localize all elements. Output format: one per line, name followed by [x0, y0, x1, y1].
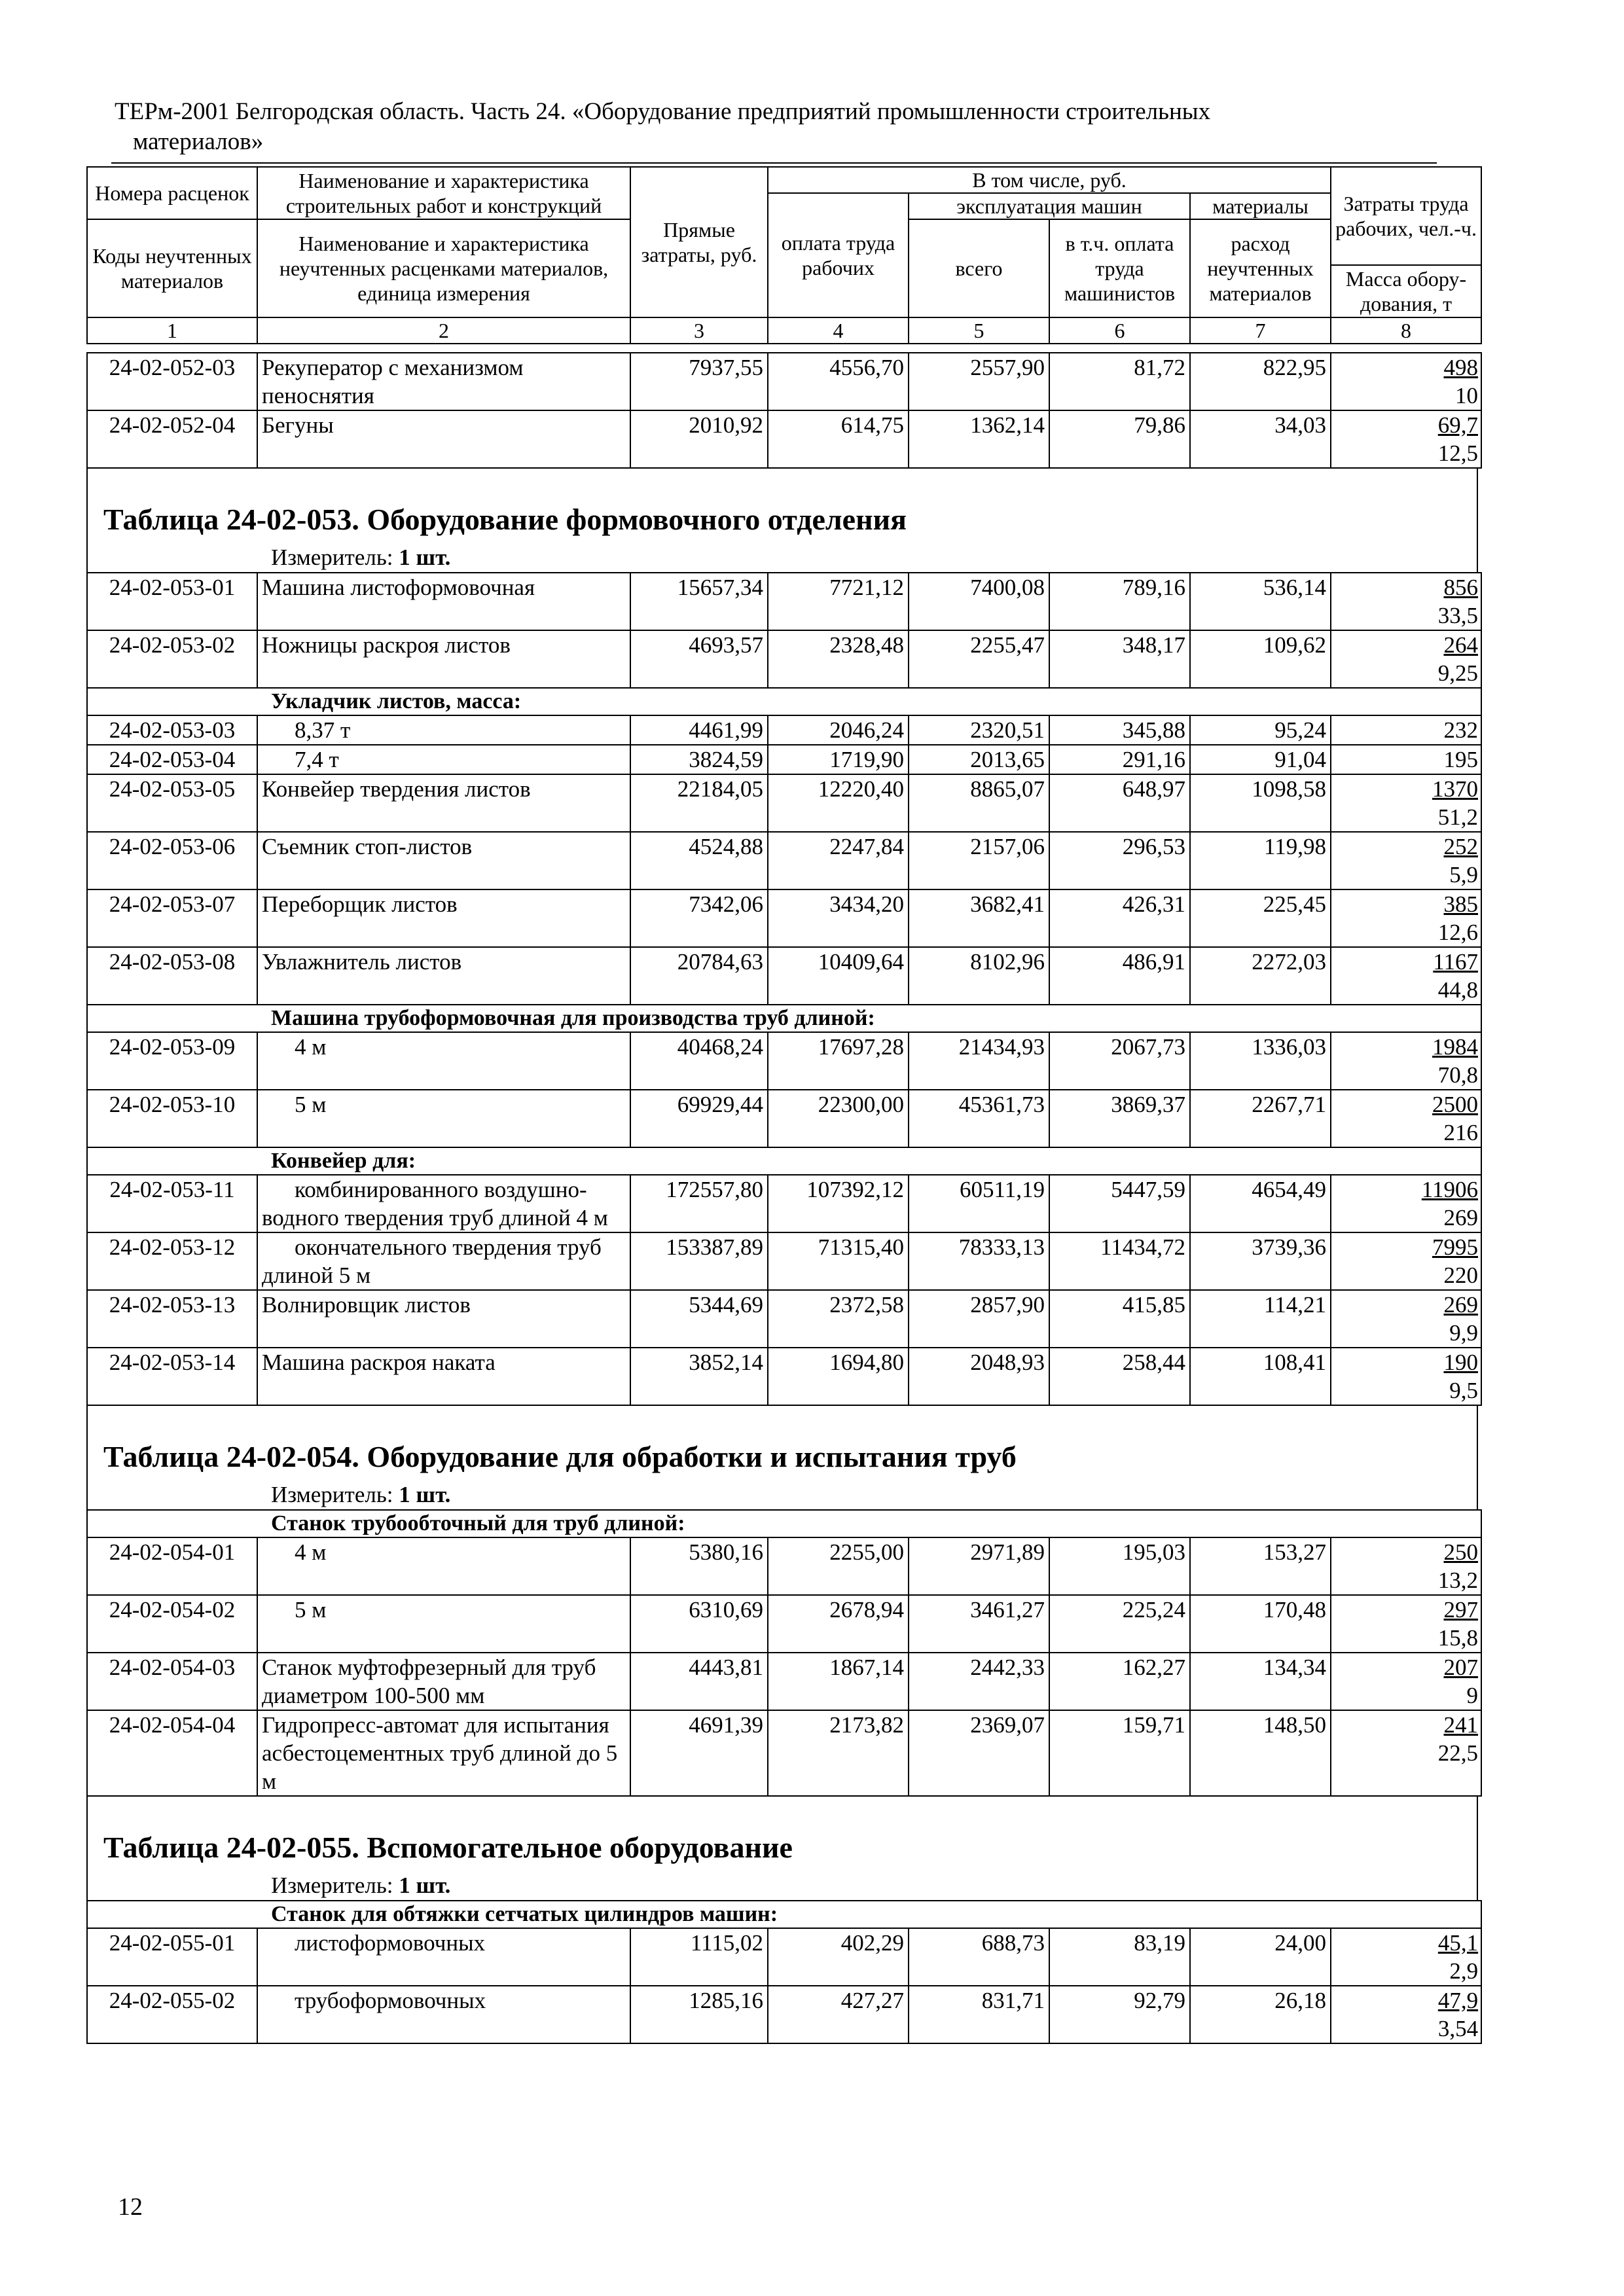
materials-cost: 109,62 — [1190, 630, 1331, 688]
labor-hours: 252 — [1443, 834, 1478, 859]
labor-pay: 107392,12 — [768, 1175, 909, 1232]
labor-hours: 498 — [1443, 355, 1478, 380]
rate-code: 24-02-053-10 — [87, 1090, 257, 1147]
equipment-mass: 9,25 — [1437, 660, 1478, 686]
direct-cost: 5344,69 — [630, 1290, 768, 1348]
materials-cost: 1098,58 — [1190, 774, 1331, 832]
section-title: Таблица 24-02-055. Вспомогательное оборудование — [86, 1797, 1478, 1871]
table-row — [87, 1175, 1481, 1232]
rate-code: 24-02-053-03 — [87, 715, 257, 745]
rate-name: Машина листоформовочная — [257, 573, 630, 630]
labor-hours: 264 — [1443, 632, 1478, 658]
table-053 — [86, 572, 1482, 1406]
rate-code: 24-02-053-05 — [87, 774, 257, 832]
table-row — [87, 1032, 1481, 1090]
materials-cost: 3739,36 — [1190, 1232, 1331, 1290]
materials-cost: 225,45 — [1190, 889, 1331, 947]
rate-code: 24-02-053-14 — [87, 1348, 257, 1405]
header-col3: Прямые затраты, руб. — [630, 167, 768, 317]
table-row — [87, 1090, 1481, 1147]
machines-total: 3461,27 — [909, 1595, 1049, 1653]
subgroup-row — [87, 1147, 1481, 1175]
table-row — [87, 1290, 1481, 1348]
header-machines-operators: в т.ч. оплата труда машинистов — [1049, 219, 1190, 317]
machines-operators: 92,79 — [1049, 1986, 1190, 2043]
materials-cost: 153,27 — [1190, 1537, 1331, 1595]
header-labor-pay: оплата труда рабочих — [768, 193, 909, 317]
rate-name: Съемник стоп-листов — [257, 832, 630, 889]
table-row — [87, 1986, 1481, 2043]
header-rule — [111, 162, 1437, 164]
table-052 — [86, 352, 1482, 469]
direct-cost: 172557,80 — [630, 1175, 768, 1232]
rate-name: Волнировщик листов — [257, 1290, 630, 1348]
rate-code: 24-02-055-01 — [87, 1928, 257, 1986]
labor-hours: 195 — [1443, 747, 1478, 772]
subgroup-title: Станок трубообточный для труб длиной: — [87, 1510, 1481, 1537]
machines-operators: 159,71 — [1049, 1710, 1190, 1796]
subgroup-title: Укладчик листов, масса: — [87, 688, 1481, 715]
machines-total: 60511,19 — [909, 1175, 1049, 1232]
rate-name: 8,37 т — [257, 715, 630, 745]
materials-cost: 148,50 — [1190, 1710, 1331, 1796]
direct-cost: 4524,88 — [630, 832, 768, 889]
labor-mass-cell — [1331, 1290, 1481, 1348]
unit-label: Измеритель: — [271, 545, 393, 570]
direct-cost: 3824,59 — [630, 745, 768, 774]
rate-name: Ножницы раскроя листов — [257, 630, 630, 688]
direct-cost: 4461,99 — [630, 715, 768, 745]
labor-mass-cell — [1331, 353, 1481, 410]
table-row — [87, 630, 1481, 688]
rate-code: 24-02-053-09 — [87, 1032, 257, 1090]
machines-total: 78333,13 — [909, 1232, 1049, 1290]
labor-pay: 4556,70 — [768, 353, 909, 410]
machines-operators: 296,53 — [1049, 832, 1190, 889]
machines-total: 2048,93 — [909, 1348, 1049, 1405]
header-number-cell: 2 — [257, 317, 630, 344]
header-number-cell: 4 — [768, 317, 909, 344]
machines-operators: 5447,59 — [1049, 1175, 1190, 1232]
machines-operators: 79,86 — [1049, 410, 1190, 468]
rate-code: 24-02-054-02 — [87, 1595, 257, 1653]
labor-mass-cell — [1331, 889, 1481, 947]
rate-code: 24-02-054-03 — [87, 1653, 257, 1710]
labor-mass-cell — [1331, 1348, 1481, 1405]
labor-hours: 1167 — [1433, 949, 1478, 975]
direct-cost: 7937,55 — [630, 353, 768, 410]
rate-code: 24-02-054-01 — [87, 1537, 257, 1595]
header-col2-bottom: Наименование и характеристика неучтенных расценками материалов, единица измерения — [257, 219, 630, 317]
table-row — [87, 745, 1481, 774]
direct-cost: 4443,81 — [630, 1653, 768, 1710]
machines-operators: 415,85 — [1049, 1290, 1190, 1348]
table-row — [87, 947, 1481, 1005]
materials-cost: 2272,03 — [1190, 947, 1331, 1005]
header-number-cell: 7 — [1190, 317, 1331, 344]
labor-hours: 232 — [1443, 717, 1478, 743]
direct-cost: 2010,92 — [630, 410, 768, 468]
materials-cost: 95,24 — [1190, 715, 1331, 745]
equipment-mass: 15,8 — [1437, 1625, 1479, 1651]
materials-cost: 134,34 — [1190, 1653, 1331, 1710]
section-title: Таблица 24-02-053. Оборудование формовочного отделения — [86, 469, 1478, 543]
rate-name: 5 м — [257, 1090, 630, 1147]
labor-mass-cell — [1331, 573, 1481, 630]
machines-operators: 426,31 — [1049, 889, 1190, 947]
table-row — [87, 774, 1481, 832]
labor-hours: 269 — [1443, 1292, 1478, 1318]
table-header — [86, 166, 1482, 344]
labor-hours: 1370 — [1432, 776, 1478, 802]
direct-cost: 3852,14 — [630, 1348, 768, 1405]
labor-pay: 614,75 — [768, 410, 909, 468]
machines-operators: 2067,73 — [1049, 1032, 1190, 1090]
subgroup-row — [87, 1510, 1481, 1537]
equipment-mass: 70,8 — [1437, 1062, 1478, 1088]
direct-cost: 15657,34 — [630, 573, 768, 630]
page-header — [115, 97, 1424, 157]
rate-name: комбинированного воздушно-водного твердения труб длиной 4 м — [257, 1175, 630, 1232]
equipment-mass: 9 — [1466, 1683, 1479, 1708]
labor-hours: 11906 — [1421, 1177, 1478, 1202]
machines-total: 2157,06 — [909, 832, 1049, 889]
machines-total: 8102,96 — [909, 947, 1049, 1005]
labor-pay: 10409,64 — [768, 947, 909, 1005]
labor-mass-cell — [1331, 947, 1481, 1005]
machines-operators: 81,72 — [1049, 353, 1190, 410]
direct-cost: 40468,24 — [630, 1032, 768, 1090]
rate-name: 4 м — [257, 1537, 630, 1595]
materials-cost: 34,03 — [1190, 410, 1331, 468]
machines-total: 688,73 — [909, 1928, 1049, 1986]
labor-mass-cell — [1331, 774, 1481, 832]
labor-mass-cell — [1331, 630, 1481, 688]
labor-pay: 12220,40 — [768, 774, 909, 832]
subgroup-row — [87, 1901, 1481, 1928]
machines-total: 2557,90 — [909, 353, 1049, 410]
machines-operators: 789,16 — [1049, 573, 1190, 630]
header-col2-top: Наименование и характеристика строительных работ и конструкций — [257, 167, 630, 219]
rate-code: 24-02-053-06 — [87, 832, 257, 889]
labor-pay: 2678,94 — [768, 1595, 909, 1653]
machines-total: 2013,65 — [909, 745, 1049, 774]
rate-name: Конвейер твердения листов — [257, 774, 630, 832]
header-number-cell: 1 — [87, 317, 257, 344]
rate-name: Станок муфтофрезерный для труб диаметром 100-500 мм — [257, 1653, 630, 1710]
rate-name: Рекуператор с механизмом пеноснятия — [257, 353, 630, 410]
direct-cost: 5380,16 — [630, 1537, 768, 1595]
materials-cost: 2267,71 — [1190, 1090, 1331, 1147]
header-col1-top: Номера расценок — [87, 167, 257, 219]
labor-hours: 47,9 — [1437, 1988, 1479, 2013]
unit-line — [86, 1480, 1478, 1509]
labor-hours: 45,1 — [1437, 1930, 1479, 1956]
unit-label: Измеритель: — [271, 1873, 393, 1898]
machines-total: 2320,51 — [909, 715, 1049, 745]
materials-cost: 91,04 — [1190, 745, 1331, 774]
rate-code: 24-02-055-02 — [87, 1986, 257, 2043]
materials-cost: 170,48 — [1190, 1595, 1331, 1653]
labor-pay: 2046,24 — [768, 715, 909, 745]
labor-mass-cell — [1331, 1653, 1481, 1710]
unit-value: 1 шт. — [399, 1482, 451, 1507]
machines-total: 2857,90 — [909, 1290, 1049, 1348]
rate-code: 24-02-054-04 — [87, 1710, 257, 1796]
rate-name: 7,4 т — [257, 745, 630, 774]
rate-code: 24-02-052-03 — [87, 353, 257, 410]
table-row — [87, 889, 1481, 947]
labor-pay: 71315,40 — [768, 1232, 909, 1290]
labor-pay: 7721,12 — [768, 573, 909, 630]
rate-name: окончательного твердения труб длиной 5 м — [257, 1232, 630, 1290]
equipment-mass: 13,2 — [1437, 1568, 1479, 1593]
rate-name: Бегуны — [257, 410, 630, 468]
materials-cost: 4654,49 — [1190, 1175, 1331, 1232]
labor-hours: 297 — [1443, 1597, 1479, 1623]
rate-code: 24-02-053-12 — [87, 1232, 257, 1290]
equipment-mass: 216 — [1443, 1120, 1478, 1145]
labor-pay: 402,29 — [768, 1928, 909, 1986]
labor-pay: 2372,58 — [768, 1290, 909, 1348]
rates-table-body — [86, 352, 1481, 2044]
machines-operators: 83,19 — [1049, 1928, 1190, 1986]
materials-cost: 108,41 — [1190, 1348, 1331, 1405]
labor-hours: 385 — [1443, 891, 1478, 917]
labor-hours: 69,7 — [1437, 412, 1478, 438]
labor-pay: 22300,00 — [768, 1090, 909, 1147]
subgroup-title: Машина трубоформовочная для производства труб длиной: — [87, 1005, 1481, 1032]
machines-total: 7400,08 — [909, 573, 1049, 630]
machines-total: 2971,89 — [909, 1537, 1049, 1595]
labor-hours: 241 — [1443, 1712, 1479, 1738]
page-header-line2: материалов» — [133, 128, 264, 155]
direct-cost: 1285,16 — [630, 1986, 768, 2043]
labor-mass-cell — [1331, 715, 1481, 745]
labor-pay: 2255,00 — [768, 1537, 909, 1595]
table-row — [87, 1653, 1481, 1710]
labor-mass-cell — [1331, 1595, 1481, 1653]
machines-operators: 258,44 — [1049, 1348, 1190, 1405]
direct-cost: 20784,63 — [630, 947, 768, 1005]
header-number-cell: 5 — [909, 317, 1049, 344]
machines-total: 1362,14 — [909, 410, 1049, 468]
labor-pay: 427,27 — [768, 1986, 909, 2043]
subgroup-title: Конвейер для: — [87, 1147, 1481, 1175]
direct-cost: 22184,05 — [630, 774, 768, 832]
rate-code: 24-02-053-04 — [87, 745, 257, 774]
header-materials: материалы — [1190, 193, 1331, 219]
subgroup-title: Станок для обтяжки сетчатых цилиндров машин: — [87, 1901, 1481, 1928]
machines-operators: 195,03 — [1049, 1537, 1190, 1595]
materials-cost: 536,14 — [1190, 573, 1331, 630]
equipment-mass: 44,8 — [1437, 977, 1478, 1003]
labor-pay: 2247,84 — [768, 832, 909, 889]
header-machines: эксплуатация машин — [909, 193, 1190, 219]
rate-name: листоформовочных — [257, 1928, 630, 1986]
unit-line — [86, 1871, 1478, 1900]
machines-operators: 11434,72 — [1049, 1232, 1190, 1290]
table-055 — [86, 1900, 1482, 2044]
labor-pay: 2328,48 — [768, 630, 909, 688]
machines-total: 45361,73 — [909, 1090, 1049, 1147]
table-row — [87, 1595, 1481, 1653]
labor-mass-cell — [1331, 1986, 1481, 2043]
labor-mass-cell — [1331, 832, 1481, 889]
machines-operators: 3869,37 — [1049, 1090, 1190, 1147]
machines-operators: 291,16 — [1049, 745, 1190, 774]
labor-hours: 7995 — [1432, 1234, 1478, 1260]
labor-mass-cell — [1331, 1537, 1481, 1595]
rate-name: Машина раскроя наката — [257, 1348, 630, 1405]
subgroup-row — [87, 688, 1481, 715]
materials-cost: 26,18 — [1190, 1986, 1331, 2043]
rate-name: Увлажнитель листов — [257, 947, 630, 1005]
labor-mass-cell — [1331, 1032, 1481, 1090]
labor-mass-cell — [1331, 1928, 1481, 1986]
table-row — [87, 1928, 1481, 1986]
table-row — [87, 573, 1481, 630]
table-row — [87, 715, 1481, 745]
machines-total: 8865,07 — [909, 774, 1049, 832]
rate-code: 24-02-053-11 — [87, 1175, 257, 1232]
labor-pay: 1694,80 — [768, 1348, 909, 1405]
machines-operators: 225,24 — [1049, 1595, 1190, 1653]
section-title: Таблица 24-02-054. Оборудование для обработки и испытания труб — [86, 1406, 1478, 1480]
machines-operators: 345,88 — [1049, 715, 1190, 745]
equipment-mass: 10 — [1455, 383, 1478, 408]
equipment-mass: 22,5 — [1437, 1740, 1479, 1766]
equipment-mass: 51,2 — [1437, 804, 1478, 830]
page-header-line1: ТЕРм-2001 Белгородская область. Часть 24. «Оборудование предприятий промышленности строительных — [115, 98, 1211, 125]
labor-pay: 1867,14 — [768, 1653, 909, 1710]
header-number-row — [87, 317, 1481, 344]
machines-operators: 348,17 — [1049, 630, 1190, 688]
header-col1-bottom: Коды неучтенных материалов — [87, 219, 257, 317]
labor-hours: 2500 — [1432, 1092, 1478, 1117]
machines-total: 21434,93 — [909, 1032, 1049, 1090]
equipment-mass: 12,5 — [1437, 440, 1478, 466]
direct-cost: 153387,89 — [630, 1232, 768, 1290]
table-row — [87, 1537, 1481, 1595]
table-054 — [86, 1509, 1482, 1797]
labor-hours: 207 — [1443, 1655, 1479, 1680]
direct-cost: 7342,06 — [630, 889, 768, 947]
equipment-mass: 9,9 — [1449, 1320, 1478, 1346]
direct-cost: 4691,39 — [630, 1710, 768, 1796]
unit-value: 1 шт. — [399, 1873, 451, 1898]
machines-total: 2442,33 — [909, 1653, 1049, 1710]
labor-hours: 190 — [1443, 1350, 1478, 1375]
labor-hours: 250 — [1443, 1539, 1479, 1565]
header-number-cell: 3 — [630, 317, 768, 344]
direct-cost: 6310,69 — [630, 1595, 768, 1653]
machines-total: 3682,41 — [909, 889, 1049, 947]
labor-mass-cell — [1331, 410, 1481, 468]
subgroup-row — [87, 1005, 1481, 1032]
labor-mass-cell — [1331, 1090, 1481, 1147]
header-labor-cost: Затраты труда рабочих, чел.-ч. — [1331, 167, 1481, 265]
header-number-cell: 6 — [1049, 317, 1190, 344]
equipment-mass: 3,54 — [1437, 2016, 1479, 2041]
rate-name: 4 м — [257, 1032, 630, 1090]
labor-pay: 1719,90 — [768, 745, 909, 774]
machines-total: 831,71 — [909, 1986, 1049, 2043]
equipment-mass: 9,5 — [1449, 1378, 1478, 1403]
materials-cost: 24,00 — [1190, 1928, 1331, 1986]
unit-label: Измеритель: — [271, 1482, 393, 1507]
rate-code: 24-02-052-04 — [87, 410, 257, 468]
page-number: 12 — [118, 2193, 143, 2221]
equipment-mass: 33,5 — [1437, 603, 1478, 628]
rate-code: 24-02-053-08 — [87, 947, 257, 1005]
equipment-mass: 220 — [1443, 1263, 1478, 1288]
materials-cost: 822,95 — [1190, 353, 1331, 410]
header-number-cell: 8 — [1331, 317, 1481, 344]
direct-cost: 69929,44 — [630, 1090, 768, 1147]
machines-total: 2369,07 — [909, 1710, 1049, 1796]
labor-pay: 3434,20 — [768, 889, 909, 947]
rate-name: 5 м — [257, 1595, 630, 1653]
rate-name: трубоформовочных — [257, 1986, 630, 2043]
unit-line — [86, 543, 1478, 572]
machines-total: 2255,47 — [909, 630, 1049, 688]
table-row — [87, 1348, 1481, 1405]
machines-operators: 162,27 — [1049, 1653, 1190, 1710]
header-machines-total: всего — [909, 219, 1049, 317]
labor-mass-cell — [1331, 1710, 1481, 1796]
direct-cost: 1115,02 — [630, 1928, 768, 1986]
labor-hours: 856 — [1443, 575, 1478, 600]
equipment-mass: 2,9 — [1449, 1958, 1479, 1984]
rate-name: Переборщик листов — [257, 889, 630, 947]
header-materials-sub: расход неучтенных материалов — [1190, 219, 1331, 317]
labor-mass-cell — [1331, 745, 1481, 774]
rate-code: 24-02-053-01 — [87, 573, 257, 630]
table-row — [87, 410, 1481, 468]
table-row — [87, 832, 1481, 889]
table-row — [87, 1710, 1481, 1796]
labor-mass-cell — [1331, 1232, 1481, 1290]
rate-name: Гидропресс-автомат для испытания асбестоцементных труб длиной до 5 м — [257, 1710, 630, 1796]
unit-value: 1 шт. — [399, 545, 451, 570]
materials-cost: 119,98 — [1190, 832, 1331, 889]
labor-mass-cell — [1331, 1175, 1481, 1232]
equipment-mass: 269 — [1443, 1205, 1478, 1230]
labor-pay: 2173,82 — [768, 1710, 909, 1796]
table-row — [87, 1232, 1481, 1290]
direct-cost: 4693,57 — [630, 630, 768, 688]
materials-cost: 114,21 — [1190, 1290, 1331, 1348]
rate-code: 24-02-053-02 — [87, 630, 257, 688]
labor-pay: 17697,28 — [768, 1032, 909, 1090]
header-incl: В том числе, руб. — [768, 167, 1331, 193]
equipment-mass: 12,6 — [1437, 920, 1478, 945]
machines-operators: 648,97 — [1049, 774, 1190, 832]
equipment-mass: 5,9 — [1449, 862, 1478, 888]
rate-code: 24-02-053-13 — [87, 1290, 257, 1348]
header-mass: Масса обору-дования, т — [1331, 265, 1481, 317]
rate-code: 24-02-053-07 — [87, 889, 257, 947]
machines-operators: 486,91 — [1049, 947, 1190, 1005]
labor-hours: 1984 — [1432, 1034, 1478, 1060]
table-row — [87, 353, 1481, 410]
materials-cost: 1336,03 — [1190, 1032, 1331, 1090]
